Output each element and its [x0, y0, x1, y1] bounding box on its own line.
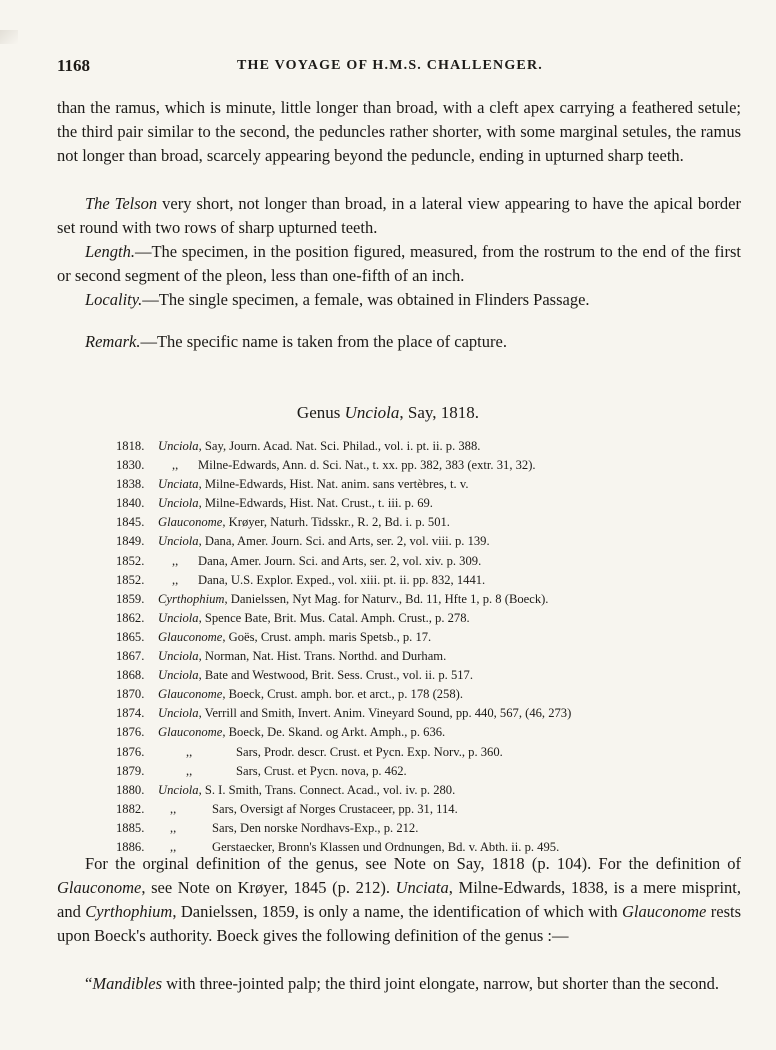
synonymy-reference — [170, 819, 418, 838]
synonymy-citation: , Milne-Edwards, Hist. Nat. Crust., t. iii. p. 69. — [198, 496, 433, 511]
synonymy-year: 1830. — [116, 458, 145, 473]
synonymy-year: 1880. — [116, 782, 145, 797]
mandibles-heading: Mandibles — [92, 974, 162, 993]
paragraph-genus-note: For the orginal definition of the genus, see Note on Say, 1818 (p. 104). For the definition of Glauconome, see Note on Krøyer, 1845 (p. 212). Unciata, Milne-Edwards, 1838, is a mere misprint, and Cyrthophium, Danielssen, 1859, is only a name, the identification of which with Glauconome rests upon Boeck's authority. Boeck gives the following definition of the genus :— — [57, 854, 742, 945]
synonymy-year: 1862. — [116, 610, 145, 625]
telson-text: very short, not longer than broad, in a lateral view appearing to have the apical border set round with two rows of sharp upturned teeth. — [57, 194, 741, 237]
scan-smudge — [0, 30, 18, 44]
synonymy-reference — [158, 532, 490, 551]
ditto-mark: ,, — [170, 820, 177, 835]
synonymy-entry — [116, 666, 756, 685]
synonymy-taxon: Unciola — [158, 496, 199, 511]
locality-text: —The single specimen, a female, was obtained in Flinders Passage. — [142, 290, 590, 309]
synonymy-citation: , Verrill and Smith, Invert. Anim. Vineyard Sound, pp. 440, 567, (46, 273) — [198, 706, 572, 721]
synonymy-reference — [172, 571, 485, 590]
synonymy-citation: , Boeck, Crust. amph. bor. et arct., p. 178 (258). — [222, 687, 463, 702]
synonymy-taxon: Unciola — [158, 439, 199, 453]
synonymy-year: 1865. — [116, 629, 145, 644]
synonymy-taxon: Glauconome — [158, 629, 223, 644]
synonymy-year: 1859. — [116, 591, 145, 606]
paragraph-telson — [57, 192, 741, 240]
synonymy-citation: Gerstaecker, Bronn's Klassen und Ordnungen, Bd. v. Abth. ii. p. 495. — [212, 839, 560, 854]
synonymy-entry — [116, 628, 756, 647]
synonymy-year: 1867. — [116, 649, 145, 664]
running-head — [57, 56, 740, 80]
synonymy-reference — [158, 704, 571, 723]
synonymy-year: 1876. — [116, 725, 145, 740]
synonymy-entry — [116, 590, 756, 609]
synonymy-year: 1885. — [116, 820, 145, 835]
locality-heading: Locality. — [85, 290, 143, 309]
paragraph-ramus — [57, 96, 741, 168]
synonymy-entry — [116, 781, 756, 800]
synonymy-reference — [158, 437, 480, 456]
synonymy-year: 1852. — [116, 553, 145, 568]
paragraph-boeck-definition: “Mandibles with three-jointed palp; the third joint elongate, narrow, but shorter than the second. — [85, 974, 720, 993]
remark-text: —The specific name is taken from the place of capture. — [140, 332, 507, 351]
synonymy-entry — [116, 647, 756, 666]
synonymy-year: 1838. — [116, 477, 145, 492]
synonymy-reference — [186, 762, 407, 781]
paragraph-ramus-text: than the ramus, which is minute, little longer than broad, with a cleft apex carrying a feathered setule; the third pair similar to the second, the peduncles rather shorter, with some marginal setules, the ramus not longer than broad, scarcely appearing beyond the peduncle, ending in upturned sharp teeth. — [57, 98, 741, 165]
synonymy-citation: , Spence Bate, Brit. Mus. Catal. Amph. Crust., p. 278. — [198, 610, 470, 625]
synonymy-entry — [116, 571, 756, 590]
synonymy-entry — [116, 456, 756, 475]
synonymy-year: 1852. — [116, 572, 145, 587]
synonymy-citation: , Goës, Crust. amph. maris Spetsb., p. 17. — [222, 629, 432, 644]
synonymy-citation: , Krøyer, Naturh. Tidsskr., R. 2, Bd. i. p. 501. — [222, 515, 450, 530]
synonymy-reference — [172, 552, 481, 571]
remark-heading: Remark. — [85, 332, 141, 351]
synonymy-citation: Dana, U.S. Explor. Exped., vol. xiii. pt. ii. pp. 832, 1441. — [198, 572, 486, 587]
synonymy-year: 1879. — [116, 763, 145, 778]
synonymy-reference — [158, 666, 473, 685]
synonymy-reference — [158, 647, 446, 666]
synonymy-year: 1886. — [116, 839, 145, 854]
synonymy-entry — [116, 819, 756, 838]
synonymy-year: 1882. — [116, 801, 145, 816]
synonymy-taxon: Unciola — [158, 649, 199, 664]
synonymy-reference — [158, 628, 431, 647]
taxon-glauconome: Glauconome — [57, 878, 142, 897]
synonymy-entry — [116, 552, 756, 571]
taxon-unciata: Unciata — [395, 878, 449, 897]
genus-heading: Genus Unciola, Say, 1818. — [296, 403, 480, 422]
synonymy-citation: , Say, Journ. Acad. Nat. Sci. Philad., vol. i. pt. ii. p. 388. — [198, 439, 481, 453]
synonymy-taxon: Glauconome — [158, 687, 223, 702]
length-text: —The specimen, in the position figured, measured, from the rostrum to the end of the first or second segment of the pleon, less than one-fifth of an inch. — [57, 242, 741, 285]
page-number: 1168 — [57, 56, 91, 75]
synonymy-citation: , Milne-Edwards, Hist. Nat. anim. sans vertèbres, t. v. — [198, 477, 469, 492]
synonymy-entry — [116, 800, 756, 819]
ditto-mark: ,, — [186, 744, 193, 759]
synonymy-taxon: Unciola — [158, 706, 199, 721]
synonymy-citation: Sars, Oversigt af Norges Crustaceer, pp. 31, 114. — [212, 801, 458, 816]
synonymy-year: 1876. — [116, 744, 145, 759]
synonymy-citation: Milne-Edwards, Ann. d. Sci. Nat., t. xx. pp. 382, 383 (extr. 31, 32). — [198, 458, 536, 473]
paragraph-locality — [57, 288, 741, 312]
synonymy-taxon: Cyrthophium — [158, 591, 225, 606]
running-title: THE VOYAGE OF H.M.S. CHALLENGER. — [237, 58, 543, 73]
synonymy-reference — [172, 456, 536, 475]
synonymy-citation: , Bate and Westwood, Brit. Sess. Crust., vol. ii. p. 517. — [198, 668, 473, 683]
synonymy-entry — [116, 494, 756, 513]
synonymy-year: 1840. — [116, 496, 145, 511]
synonymy-entry — [116, 609, 756, 628]
synonymy-citation: Dana, Amer. Journ. Sci. and Arts, ser. 2, vol. xiv. p. 309. — [198, 553, 482, 568]
synonymy-year: 1845. — [116, 515, 145, 530]
taxon-cyrthophium: Cyrthophium — [85, 902, 173, 921]
synonymy-taxon: Glauconome — [158, 725, 223, 740]
synonymy-list — [116, 437, 756, 857]
synonymy-citation: Sars, Crust. et Pycn. nova, p. 462. — [236, 763, 407, 778]
synonymy-entry — [116, 685, 756, 704]
taxon-glauconome-2: Glauconome — [622, 902, 707, 921]
synonymy-entry — [116, 743, 756, 762]
paragraph-length — [57, 240, 741, 288]
synonymy-year: 1870. — [116, 687, 145, 702]
length-heading: Length. — [85, 242, 135, 261]
ditto-mark: ,, — [172, 458, 179, 473]
synonymy-taxon: Unciola — [158, 782, 199, 797]
synonymy-year: 1849. — [116, 534, 145, 549]
telson-heading: The Telson — [85, 194, 158, 213]
synonymy-entry — [116, 437, 756, 456]
synonymy-entry — [116, 475, 756, 494]
synonymy-citation: , Dana, Amer. Journ. Sci. and Arts, ser. 2, vol. viii. p. 139. — [198, 534, 490, 549]
synonymy-year: 1874. — [116, 706, 145, 721]
synonymy-entry — [116, 513, 756, 532]
synonymy-taxon: Unciola — [158, 534, 199, 549]
synonymy-taxon: Unciola — [158, 610, 199, 625]
synonymy-reference — [158, 513, 450, 532]
synonymy-entry — [116, 532, 756, 551]
synonymy-reference — [186, 743, 503, 762]
paragraph-remark — [57, 330, 741, 354]
ditto-mark: ,, — [170, 801, 177, 816]
synonymy-reference — [158, 781, 455, 800]
synonymy-reference — [158, 494, 433, 513]
synonymy-citation: , Danielssen, Nyt Mag. for Naturv., Bd. 11, Hfte 1, p. 8 (Boeck). — [224, 591, 549, 606]
synonymy-year: 1868. — [116, 668, 145, 683]
synonymy-taxon: Unciola — [158, 668, 199, 683]
synonymy-reference — [170, 800, 458, 819]
ditto-mark: ,, — [172, 572, 179, 587]
synonymy-year: 1818. — [116, 439, 145, 453]
mandibles-text: with three-jointed palp; the third joint elongate, narrow, but shorter than the second. — [162, 974, 720, 993]
ditto-mark: ,, — [186, 763, 193, 778]
synonymy-reference — [158, 685, 463, 704]
synonymy-taxon: Unciata — [158, 477, 199, 492]
ditto-mark: ,, — [172, 553, 179, 568]
ditto-mark: ,, — [170, 839, 177, 854]
synonymy-citation: , S. I. Smith, Trans. Connect. Acad., vol. iv. p. 280. — [198, 782, 456, 797]
synonymy-reference — [158, 609, 470, 628]
synonymy-entry — [116, 704, 756, 723]
synonymy-taxon: Glauconome — [158, 515, 223, 530]
synonymy-entry — [116, 723, 756, 742]
synonymy-citation: Sars, Prodr. descr. Crust. et Pycn. Exp. Norv., p. 360. — [236, 744, 503, 759]
synonymy-citation: Sars, Den norske Nordhavs-Exp., p. 212. — [212, 820, 419, 835]
synonymy-citation: , Norman, Nat. Hist. Trans. Northd. and Durham. — [198, 649, 447, 664]
synonymy-entry — [116, 762, 756, 781]
synonymy-citation: , Boeck, De. Skand. og Arkt. Amph., p. 636. — [222, 725, 446, 740]
synonymy-reference — [158, 723, 445, 742]
synonymy-reference — [158, 475, 468, 494]
genus-name: Unciola — [344, 403, 400, 422]
synonymy-reference — [158, 590, 548, 609]
